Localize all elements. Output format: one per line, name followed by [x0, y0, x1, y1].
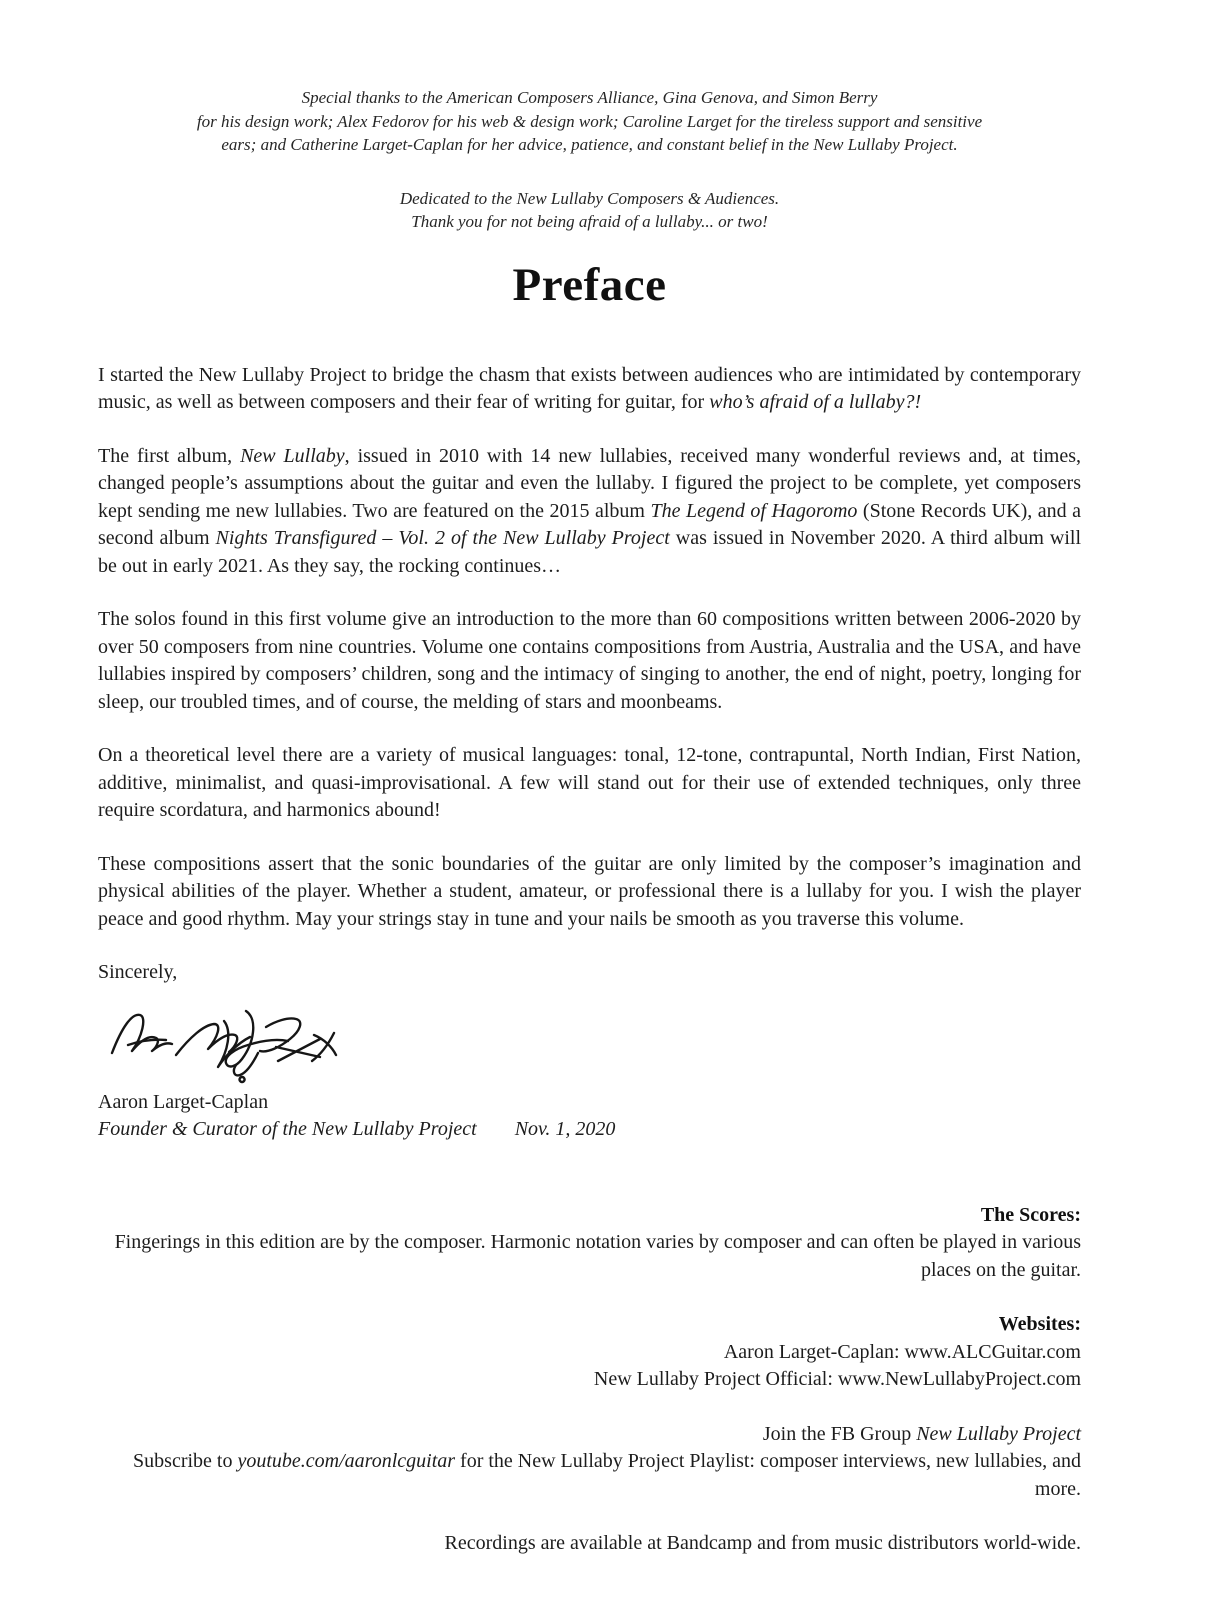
preface-paragraph-2: The first album, New Lullaby, issued in 2010 with 14 new lullabies, received many wonderful reviews and, at times, changed people’s assumptions about the guitar and even the lullaby. I figured the project to be complete, yet composers kept sending me new lullabies. Two are featured on the 2015 album The Legend of Hagoromo (Stone Records UK), and a second album Nights Transfigured – Vol. 2 of the New Lullaby Project was issued in November 2020. A third album will be out in early 2021. As they say, the rocking continues… [98, 444, 1082, 577]
recordings-line: Recordings are available at Bandcamp and from music distributors world-wide. [444, 1532, 1081, 1554]
youtube-line: Subscribe to youtube.com/aaronlcguitar for the New Lullaby Project Playlist: composer interviews, new lullabies, and more. [133, 1450, 1081, 1500]
dedication-line: Dedicated to the New Lullaby Composers & Audiences. [399, 188, 780, 208]
page-title: Preface [512, 258, 667, 311]
scores-body: Fingerings in this edition are by the composer. Harmonic notation varies by composer and can often be played in various places on the guitar. [114, 1231, 1081, 1281]
websites-block [98, 1311, 1081, 1394]
preface-paragraph-4: On a theoretical level there are a variety of musical languages: tonal, 12-tone, contrapuntal, North Indian, First Nation, additive, minimalist, and quasi-improvisational. A few will stand out for their use of extended techniques, only three require scordatura, and harmonics abound! [98, 744, 1081, 821]
special-thanks-block [98, 86, 1081, 157]
preface-paragraph-5: These compositions assert that the sonic boundaries of the guitar are only limited by the composer’s imagination and physical abilities of the player. Whether a student, amateur, or professional there is a lullaby for you. I wish the player peace and good rhythm. May your strings stay in tune and your nails be smooth as you traverse this volume. [98, 852, 1081, 930]
signature-image [106, 993, 356, 1089]
scores-block [98, 1202, 1081, 1285]
website-line: New Lullaby Project Official: www.NewLullabyProject.com [593, 1368, 1081, 1390]
scores-heading: The Scores: [980, 1203, 1081, 1226]
sincerely-text: Sincerely, [98, 961, 178, 983]
websites-heading: Websites: [998, 1313, 1081, 1335]
founder-title-line [98, 1116, 1081, 1144]
dedication-block [98, 187, 1081, 234]
special-thanks-line: for his design work; Alex Fedorov for his web & design work; Caroline Larget for the tireless support and sensitive [196, 111, 983, 131]
website-line: Aaron Larget-Caplan: www.ALCGuitar.com [723, 1340, 1081, 1363]
date-text: Nov. 1, 2020 [514, 1118, 616, 1140]
fb-group-line: Join the FB Group New Lullaby Project [762, 1422, 1081, 1445]
special-thanks-line: ears; and Catherine Larget-Caplan for her advice, patience, and constant belief in the New Lullaby Project. [221, 135, 958, 154]
founder-title: Founder & Curator of the New Lullaby Project [98, 1118, 477, 1140]
social-block [98, 1421, 1081, 1504]
signature-name: Aaron Larget-Caplan [98, 1090, 269, 1113]
handwritten-signature [106, 993, 1081, 1089]
dedication-line: Thank you for not being afraid of a lullaby... or two! [411, 212, 768, 231]
special-thanks-line: Special thanks to the American Composers Alliance, Gina Genova, and Simon Berry [301, 88, 878, 107]
preface-paragraph-3: The solos found in this first volume give an introduction to the more than 60 compositions written between 2006-2020 by over 50 composers from nine countries. Volume one contains compositions from Austria, Australia and the USA, and have lullabies inspired by composers’ children, song and the intimacy of singing to another, the end of night, poetry, longing for sleep, our troubled times, and of course, the melding of stars and moonbeams. [98, 608, 1081, 713]
preface-paragraph-1: I started the New Lullaby Project to bridge the chasm that exists between audiences who are intimidated by contemporary music, as well as between composers and their fear of writing for guitar, for who’s afraid of a lullaby?! [98, 363, 1081, 413]
